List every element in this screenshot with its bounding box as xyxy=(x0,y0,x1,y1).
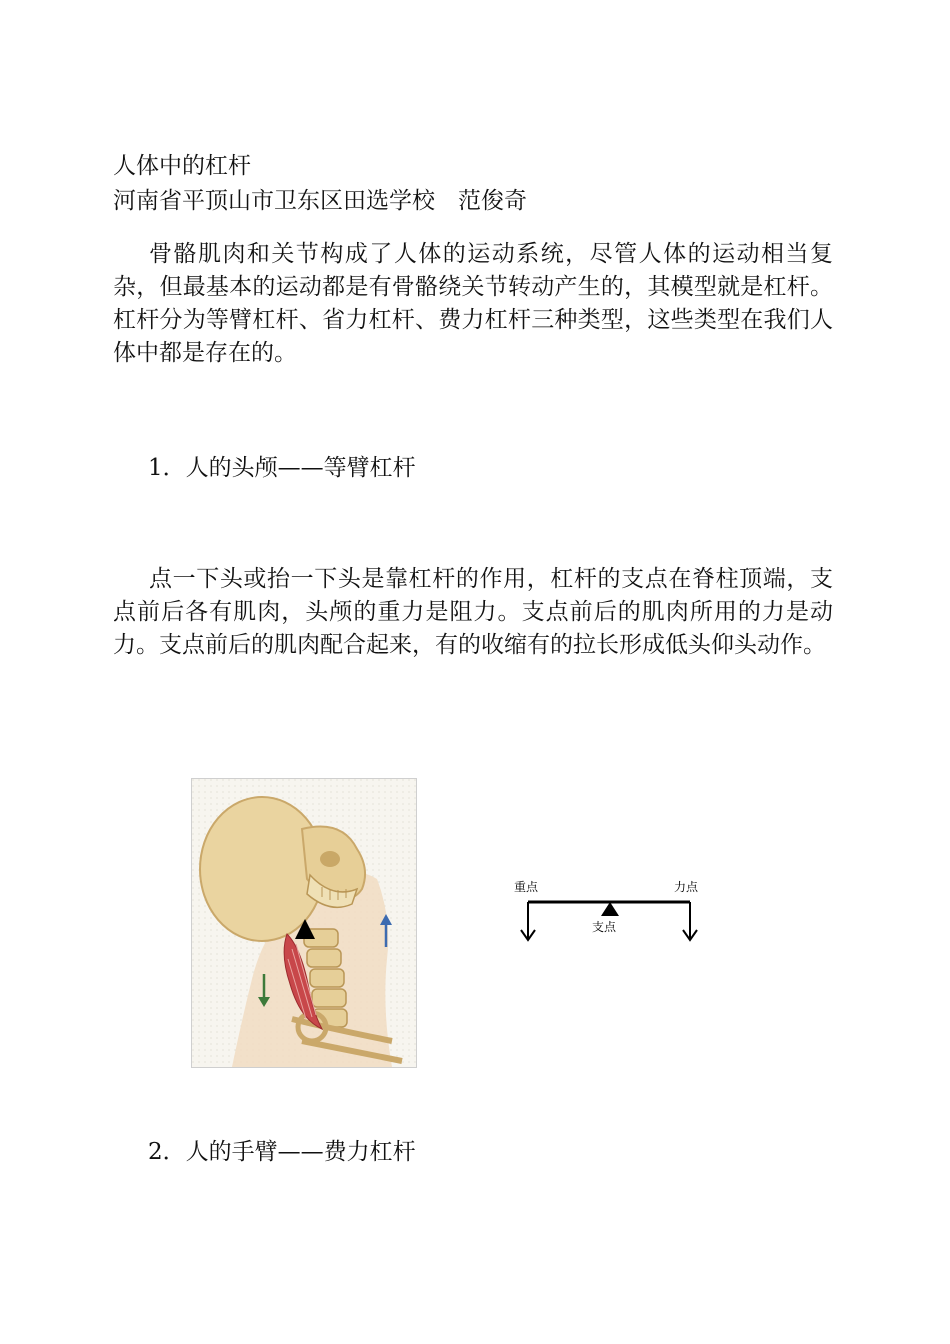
section-1-heading: 1．人的头颅——等臂杠杆 xyxy=(148,455,416,481)
document-title: 人体中的杠杆 xyxy=(113,153,251,179)
intro-paragraph: 骨骼肌肉和关节构成了人体的运动系统，尽管人体的运动相当复杂，但最基本的运动都是有骨骼绕关节转动产生的，其模型就是杠杆。杠杆分为等臂杠杆、省力杠杆、费力杠杆三种类型，这些类型在我们人体中都是存在的。 xyxy=(113,241,833,366)
left-point-label: 重点 xyxy=(514,880,539,894)
section-2-heading: 2．人的手臂——费力杠杆 xyxy=(148,1139,416,1165)
fulcrum-triangle xyxy=(601,902,619,916)
skull-neck-drawing xyxy=(192,779,416,1067)
fulcrum-label: 支点 xyxy=(592,920,617,934)
author-line: 河南省平顶山市卫东区田选学校 范俊奇 xyxy=(113,188,527,214)
lever-diagram xyxy=(508,872,718,956)
section-1-paragraph: 点一下头或抬一下头是靠杠杆的作用，杠杆的支点在脊柱顶端，支点前后各有肌肉，头颅的重力是阻力。支点前后的肌肉所用的力是动力。支点前后的肌肉配合起来，有的收缩有的拉长形成低头仰头动作。 xyxy=(113,566,833,658)
right-point-label: 力点 xyxy=(674,880,699,894)
head-lever-illustration xyxy=(191,778,417,1068)
